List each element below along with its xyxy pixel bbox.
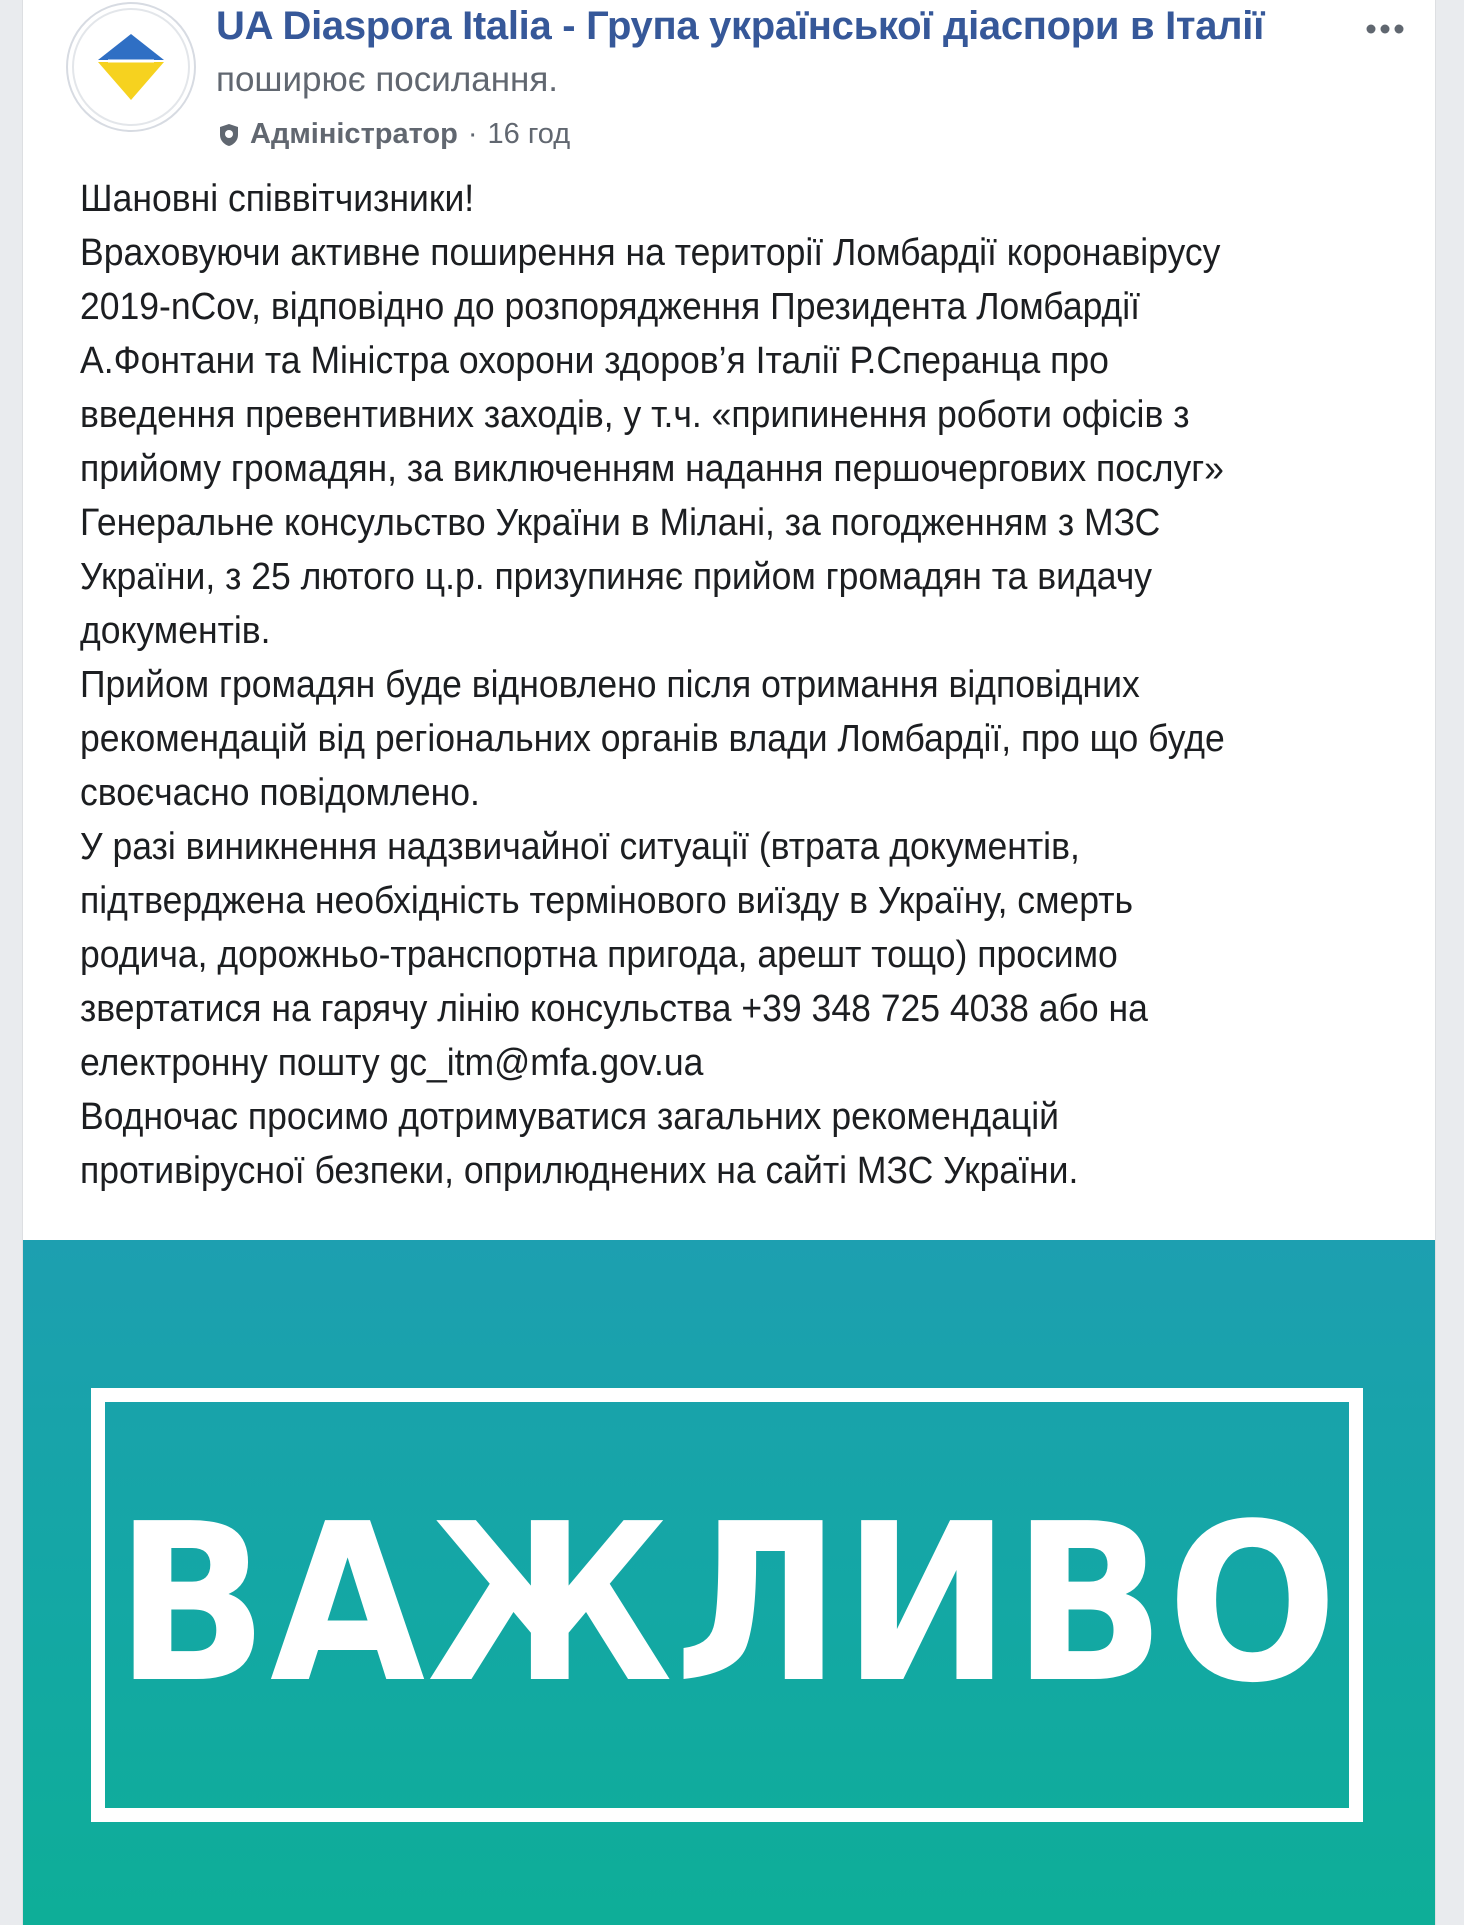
more-horizontal-icon[interactable] bbox=[1363, 14, 1407, 44]
post-line: рекомендацій від регіональних органів влади Ломбардії, про що буде bbox=[80, 718, 1225, 760]
post-line: противірусної безпеки, оприлюднених на сайті МЗС України. bbox=[80, 1150, 1079, 1192]
post-line: своєчасно повідомлено. bbox=[80, 772, 480, 814]
admin-shield-icon bbox=[216, 122, 242, 148]
post-meta bbox=[216, 118, 570, 151]
post-line: У разі виникнення надзвичайної ситуації (втрата документів, bbox=[80, 826, 1080, 868]
post-timestamp[interactable]: 16 год bbox=[487, 118, 571, 150]
shares-link-text: поширює посилання. bbox=[216, 60, 559, 99]
admin-role-label: Адміністратор bbox=[250, 118, 458, 150]
post-line: електронну пошту gc_itm@mfa.gov.ua bbox=[80, 1042, 704, 1084]
post-text bbox=[80, 172, 1333, 1198]
facebook-post bbox=[22, 0, 1436, 1925]
post-line: Водночас просимо дотримуватися загальних рекомендацій bbox=[80, 1096, 1059, 1138]
meta-separator: · bbox=[467, 118, 478, 150]
post-line: України, з 25 лютого ц.р. призупиняє прийом громадян та видачу bbox=[80, 556, 1152, 598]
important-banner-image[interactable] bbox=[23, 1240, 1435, 1925]
post-line: Враховуючи активне поширення на території Ломбардії коронавірусу bbox=[80, 232, 1221, 274]
banner-frame bbox=[91, 1388, 1363, 1822]
post-line: введення превентивних заходів, у т.ч. «припинення роботи офісів з bbox=[80, 394, 1190, 436]
post-line: родича, дорожньо-транспортна пригода, арешт тощо) просимо bbox=[80, 934, 1118, 976]
banner-word: ВАЖЛИВО bbox=[114, 1478, 1340, 1731]
group-name-link[interactable]: UA Diaspora Italia - Група української діаспори в Італії bbox=[216, 4, 1265, 48]
post-line: звертатися на гарячу лінію консульства +39 348 725 4038 або на bbox=[80, 988, 1148, 1030]
post-line: підтверджена необхідність термінового виїзду в Україну, смерть bbox=[80, 880, 1134, 922]
group-logo-icon bbox=[68, 4, 194, 130]
post-line: Шановні співвітчизники! bbox=[80, 178, 475, 220]
post-line: Прийом громадян буде відновлено після отримання відповідних bbox=[80, 664, 1140, 706]
group-avatar[interactable] bbox=[66, 2, 196, 132]
post-line: Генеральне консульство України в Мілані, за погодженням з МЗС bbox=[80, 502, 1161, 544]
post-line: 2019-nCov, відповідно до розпорядження Президента Ломбардії bbox=[80, 286, 1141, 328]
post-line: прийому громадян, за виключенням надання першочергових послуг» bbox=[80, 448, 1224, 490]
post-line: А.Фонтани та Міністра охорони здоров’я Італії Р.Сперанца про bbox=[80, 340, 1109, 382]
post-line: документів. bbox=[80, 610, 271, 652]
